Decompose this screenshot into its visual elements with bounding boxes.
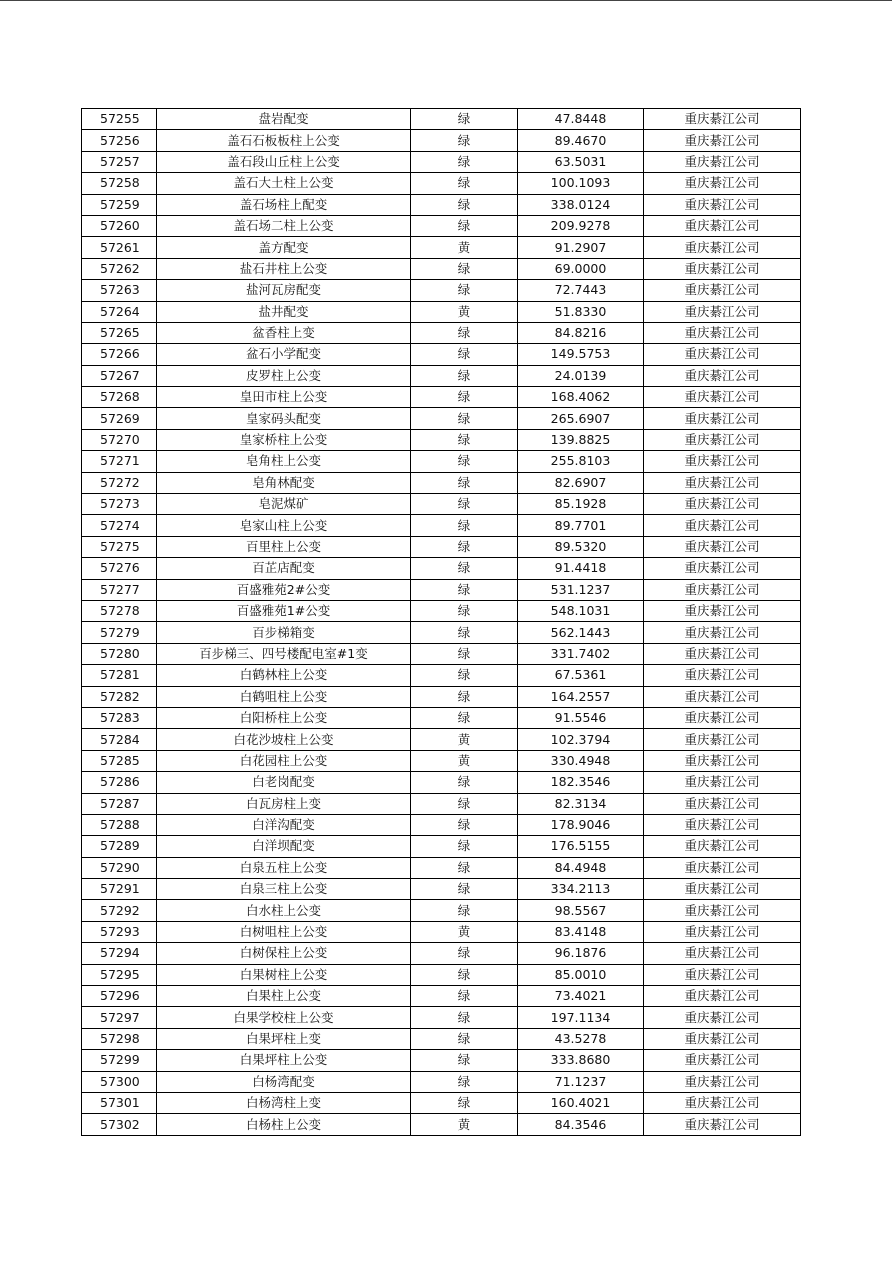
cell-name: 百盛雅苑1#公变 (157, 600, 411, 621)
cell-name: 白洋坝配变 (157, 836, 411, 857)
cell-id: 57266 (82, 344, 157, 365)
cell-value: 91.4418 (518, 558, 644, 579)
table-row (82, 879, 801, 900)
cell-name: 皂角林配变 (157, 472, 411, 493)
cell-id: 57255 (82, 109, 157, 130)
cell-company: 重庆綦江公司 (644, 109, 801, 130)
cell-company: 重庆綦江公司 (644, 686, 801, 707)
cell-value: 168.4062 (518, 387, 644, 408)
table-row (82, 793, 801, 814)
cell-company: 重庆綦江公司 (644, 900, 801, 921)
cell-name: 百盛雅苑2#公变 (157, 579, 411, 600)
table-row (82, 1092, 801, 1113)
cell-id: 57260 (82, 215, 157, 236)
cell-status: 绿 (411, 515, 518, 536)
cell-name: 皂家山柱上公变 (157, 515, 411, 536)
cell-name: 白果坪柱上变 (157, 1028, 411, 1049)
cell-company: 重庆綦江公司 (644, 344, 801, 365)
table-row (82, 1114, 801, 1135)
cell-value: 89.5320 (518, 536, 644, 557)
cell-value: 84.3546 (518, 1114, 644, 1135)
table-row (82, 130, 801, 151)
cell-status: 绿 (411, 943, 518, 964)
cell-status: 绿 (411, 558, 518, 579)
table-row (82, 1050, 801, 1071)
cell-name: 皇家桥柱上公变 (157, 429, 411, 450)
cell-id: 57299 (82, 1050, 157, 1071)
table-row (82, 1007, 801, 1028)
cell-name: 白老岗配变 (157, 772, 411, 793)
cell-id: 57281 (82, 665, 157, 686)
cell-company: 重庆綦江公司 (644, 729, 801, 750)
table-row (82, 258, 801, 279)
cell-value: 89.7701 (518, 515, 644, 536)
cell-status: 绿 (411, 194, 518, 215)
cell-name: 皇田市柱上公变 (157, 387, 411, 408)
cell-id: 57267 (82, 365, 157, 386)
cell-company: 重庆綦江公司 (644, 494, 801, 515)
cell-value: 330.4948 (518, 750, 644, 771)
cell-name: 白杨柱上公变 (157, 1114, 411, 1135)
table-row (82, 429, 801, 450)
cell-company: 重庆綦江公司 (644, 1050, 801, 1071)
table-row (82, 943, 801, 964)
cell-name: 白果坪柱上公变 (157, 1050, 411, 1071)
table-row (82, 408, 801, 429)
cell-value: 182.3546 (518, 772, 644, 793)
cell-name: 白鹤咀柱上公变 (157, 686, 411, 707)
cell-company: 重庆綦江公司 (644, 793, 801, 814)
cell-value: 255.8103 (518, 451, 644, 472)
cell-status: 绿 (411, 536, 518, 557)
cell-id: 57282 (82, 686, 157, 707)
cell-id: 57301 (82, 1092, 157, 1113)
cell-company: 重庆綦江公司 (644, 1071, 801, 1092)
table-row (82, 964, 801, 985)
cell-value: 100.1093 (518, 173, 644, 194)
cell-id: 57298 (82, 1028, 157, 1049)
cell-status: 绿 (411, 280, 518, 301)
cell-company: 重庆綦江公司 (644, 986, 801, 1007)
cell-status: 绿 (411, 1071, 518, 1092)
table-row (82, 1028, 801, 1049)
cell-company: 重庆綦江公司 (644, 943, 801, 964)
cell-name: 白水柱上公变 (157, 900, 411, 921)
cell-id: 57279 (82, 622, 157, 643)
cell-company: 重庆綦江公司 (644, 643, 801, 664)
cell-name: 白瓦房柱上变 (157, 793, 411, 814)
table-row (82, 109, 801, 130)
table-row (82, 729, 801, 750)
cell-status: 绿 (411, 643, 518, 664)
cell-status: 绿 (411, 707, 518, 728)
table-row (82, 686, 801, 707)
cell-name: 盐井配变 (157, 301, 411, 322)
cell-company: 重庆綦江公司 (644, 1114, 801, 1135)
cell-name: 盖方配变 (157, 237, 411, 258)
cell-status: 绿 (411, 836, 518, 857)
cell-status: 绿 (411, 814, 518, 835)
cell-name: 白泉五柱上公变 (157, 857, 411, 878)
cell-value: 82.3134 (518, 793, 644, 814)
cell-id: 57271 (82, 451, 157, 472)
cell-name: 白阳桥柱上公变 (157, 707, 411, 728)
table-row (82, 622, 801, 643)
cell-status: 绿 (411, 408, 518, 429)
cell-company: 重庆綦江公司 (644, 322, 801, 343)
cell-company: 重庆綦江公司 (644, 622, 801, 643)
cell-id: 57286 (82, 772, 157, 793)
table-row (82, 921, 801, 942)
cell-value: 47.8448 (518, 109, 644, 130)
cell-value: 69.0000 (518, 258, 644, 279)
cell-value: 98.5567 (518, 900, 644, 921)
cell-status: 绿 (411, 109, 518, 130)
cell-id: 57265 (82, 322, 157, 343)
cell-status: 绿 (411, 964, 518, 985)
cell-company: 重庆綦江公司 (644, 857, 801, 878)
cell-company: 重庆綦江公司 (644, 237, 801, 258)
cell-value: 91.5546 (518, 707, 644, 728)
cell-id: 57263 (82, 280, 157, 301)
cell-value: 84.4948 (518, 857, 644, 878)
cell-id: 57280 (82, 643, 157, 664)
cell-value: 333.8680 (518, 1050, 644, 1071)
table-row (82, 194, 801, 215)
cell-value: 89.4670 (518, 130, 644, 151)
cell-name: 白树保柱上公变 (157, 943, 411, 964)
cell-company: 重庆綦江公司 (644, 365, 801, 386)
cell-company: 重庆綦江公司 (644, 194, 801, 215)
cell-id: 57277 (82, 579, 157, 600)
cell-value: 160.4021 (518, 1092, 644, 1113)
cell-name: 盖石段山丘柱上公变 (157, 151, 411, 172)
cell-value: 209.9278 (518, 215, 644, 236)
cell-name: 盘岩配变 (157, 109, 411, 130)
cell-status: 绿 (411, 579, 518, 600)
cell-name: 白杨湾柱上变 (157, 1092, 411, 1113)
cell-value: 531.1237 (518, 579, 644, 600)
cell-id: 57261 (82, 237, 157, 258)
cell-status: 绿 (411, 1050, 518, 1071)
cell-name: 皂角柱上公变 (157, 451, 411, 472)
cell-value: 331.7402 (518, 643, 644, 664)
transformer-table (81, 108, 801, 1136)
cell-id: 57273 (82, 494, 157, 515)
cell-company: 重庆綦江公司 (644, 280, 801, 301)
cell-value: 338.0124 (518, 194, 644, 215)
cell-id: 57268 (82, 387, 157, 408)
table-row (82, 986, 801, 1007)
cell-name: 盖石场二柱上公变 (157, 215, 411, 236)
cell-value: 149.5753 (518, 344, 644, 365)
cell-status: 绿 (411, 622, 518, 643)
cell-value: 176.5155 (518, 836, 644, 857)
cell-name: 白洋沟配变 (157, 814, 411, 835)
cell-status: 黄 (411, 729, 518, 750)
table-row (82, 900, 801, 921)
cell-status: 黄 (411, 301, 518, 322)
cell-name: 盆香柱上变 (157, 322, 411, 343)
cell-value: 72.7443 (518, 280, 644, 301)
table-row (82, 579, 801, 600)
cell-status: 绿 (411, 173, 518, 194)
cell-company: 重庆綦江公司 (644, 451, 801, 472)
cell-company: 重庆綦江公司 (644, 558, 801, 579)
cell-status: 绿 (411, 258, 518, 279)
cell-id: 57258 (82, 173, 157, 194)
cell-id: 57256 (82, 130, 157, 151)
cell-id: 57292 (82, 900, 157, 921)
cell-company: 重庆綦江公司 (644, 515, 801, 536)
cell-name: 皇家码头配变 (157, 408, 411, 429)
table-row (82, 836, 801, 857)
cell-company: 重庆綦江公司 (644, 772, 801, 793)
table-row (82, 365, 801, 386)
cell-name: 盐石井柱上公变 (157, 258, 411, 279)
cell-value: 164.2557 (518, 686, 644, 707)
cell-name: 百步梯三、四号楼配电室#1变 (157, 643, 411, 664)
cell-value: 265.6907 (518, 408, 644, 429)
cell-name: 百芷店配变 (157, 558, 411, 579)
cell-status: 绿 (411, 986, 518, 1007)
cell-id: 57287 (82, 793, 157, 814)
table-row (82, 536, 801, 557)
cell-company: 重庆綦江公司 (644, 1092, 801, 1113)
cell-value: 67.5361 (518, 665, 644, 686)
cell-status: 绿 (411, 793, 518, 814)
cell-company: 重庆綦江公司 (644, 472, 801, 493)
cell-id: 57264 (82, 301, 157, 322)
table-body (82, 109, 801, 1136)
cell-status: 绿 (411, 387, 518, 408)
cell-name: 白树咀柱上公变 (157, 921, 411, 942)
cell-status: 绿 (411, 600, 518, 621)
cell-name: 皂泥煤矿 (157, 494, 411, 515)
cell-company: 重庆綦江公司 (644, 964, 801, 985)
cell-id: 57259 (82, 194, 157, 215)
cell-status: 绿 (411, 879, 518, 900)
table-row (82, 344, 801, 365)
cell-company: 重庆綦江公司 (644, 301, 801, 322)
table-row (82, 558, 801, 579)
cell-value: 71.1237 (518, 1071, 644, 1092)
table-row (82, 857, 801, 878)
cell-value: 85.0010 (518, 964, 644, 985)
cell-id: 57283 (82, 707, 157, 728)
cell-status: 绿 (411, 1007, 518, 1028)
cell-status: 绿 (411, 322, 518, 343)
cell-id: 57257 (82, 151, 157, 172)
cell-company: 重庆綦江公司 (644, 879, 801, 900)
cell-value: 82.6907 (518, 472, 644, 493)
table-row (82, 494, 801, 515)
table-row (82, 280, 801, 301)
cell-id: 57293 (82, 921, 157, 942)
cell-status: 绿 (411, 665, 518, 686)
cell-company: 重庆綦江公司 (644, 151, 801, 172)
cell-name: 皮罗柱上公变 (157, 365, 411, 386)
cell-company: 重庆綦江公司 (644, 836, 801, 857)
table-row (82, 600, 801, 621)
cell-id: 57285 (82, 750, 157, 771)
cell-status: 绿 (411, 472, 518, 493)
cell-id: 57284 (82, 729, 157, 750)
cell-name: 百步梯箱变 (157, 622, 411, 643)
cell-company: 重庆綦江公司 (644, 814, 801, 835)
cell-name: 白鹤林柱上公变 (157, 665, 411, 686)
cell-id: 57297 (82, 1007, 157, 1028)
cell-value: 51.8330 (518, 301, 644, 322)
cell-id: 57294 (82, 943, 157, 964)
cell-status: 绿 (411, 686, 518, 707)
cell-id: 57290 (82, 857, 157, 878)
cell-company: 重庆綦江公司 (644, 536, 801, 557)
table-row (82, 173, 801, 194)
cell-company: 重庆綦江公司 (644, 173, 801, 194)
cell-value: 562.1443 (518, 622, 644, 643)
table-row (82, 772, 801, 793)
cell-name: 百里柱上公变 (157, 536, 411, 557)
cell-value: 178.9046 (518, 814, 644, 835)
table-row (82, 322, 801, 343)
cell-id: 57262 (82, 258, 157, 279)
cell-status: 黄 (411, 237, 518, 258)
cell-value: 548.1031 (518, 600, 644, 621)
cell-company: 重庆綦江公司 (644, 1007, 801, 1028)
cell-name: 白花沙坡柱上公变 (157, 729, 411, 750)
cell-company: 重庆綦江公司 (644, 429, 801, 450)
cell-status: 绿 (411, 344, 518, 365)
page-top-border (0, 0, 892, 1)
cell-status: 黄 (411, 750, 518, 771)
cell-name: 盖石石板板柱上公变 (157, 130, 411, 151)
cell-company: 重庆綦江公司 (644, 579, 801, 600)
cell-status: 黄 (411, 921, 518, 942)
cell-name: 盐河瓦房配变 (157, 280, 411, 301)
cell-value: 197.1134 (518, 1007, 644, 1028)
cell-name: 白果学校柱上公变 (157, 1007, 411, 1028)
cell-company: 重庆綦江公司 (644, 130, 801, 151)
table-row (82, 665, 801, 686)
cell-company: 重庆綦江公司 (644, 707, 801, 728)
cell-company: 重庆綦江公司 (644, 215, 801, 236)
table-row (82, 750, 801, 771)
cell-name: 白花园柱上公变 (157, 750, 411, 771)
cell-company: 重庆綦江公司 (644, 665, 801, 686)
cell-value: 91.2907 (518, 237, 644, 258)
cell-status: 绿 (411, 151, 518, 172)
table-row (82, 472, 801, 493)
cell-status: 绿 (411, 1092, 518, 1113)
cell-status: 绿 (411, 494, 518, 515)
cell-status: 绿 (411, 900, 518, 921)
cell-id: 57302 (82, 1114, 157, 1135)
cell-company: 重庆綦江公司 (644, 921, 801, 942)
cell-status: 绿 (411, 429, 518, 450)
cell-name: 白杨湾配变 (157, 1071, 411, 1092)
cell-name: 盖石场柱上配变 (157, 194, 411, 215)
cell-id: 57296 (82, 986, 157, 1007)
cell-company: 重庆綦江公司 (644, 750, 801, 771)
cell-company: 重庆綦江公司 (644, 258, 801, 279)
table-row (82, 301, 801, 322)
cell-name: 白果柱上公变 (157, 986, 411, 1007)
cell-status: 绿 (411, 215, 518, 236)
table-row (82, 451, 801, 472)
cell-value: 84.8216 (518, 322, 644, 343)
cell-id: 57295 (82, 964, 157, 985)
cell-company: 重庆綦江公司 (644, 387, 801, 408)
table-row (82, 215, 801, 236)
cell-id: 57274 (82, 515, 157, 536)
cell-company: 重庆綦江公司 (644, 408, 801, 429)
cell-status: 绿 (411, 451, 518, 472)
cell-id: 57272 (82, 472, 157, 493)
cell-status: 绿 (411, 857, 518, 878)
cell-value: 139.8825 (518, 429, 644, 450)
cell-value: 102.3794 (518, 729, 644, 750)
cell-status: 绿 (411, 130, 518, 151)
cell-id: 57288 (82, 814, 157, 835)
cell-id: 57300 (82, 1071, 157, 1092)
cell-status: 绿 (411, 772, 518, 793)
cell-id: 57289 (82, 836, 157, 857)
cell-status: 黄 (411, 1114, 518, 1135)
cell-company: 重庆綦江公司 (644, 600, 801, 621)
table-row (82, 707, 801, 728)
table-row (82, 237, 801, 258)
cell-value: 43.5278 (518, 1028, 644, 1049)
cell-value: 24.0139 (518, 365, 644, 386)
cell-status: 绿 (411, 1028, 518, 1049)
table-row (82, 643, 801, 664)
cell-id: 57270 (82, 429, 157, 450)
table-row (82, 151, 801, 172)
cell-value: 73.4021 (518, 986, 644, 1007)
cell-name: 盆石小学配变 (157, 344, 411, 365)
cell-id: 57278 (82, 600, 157, 621)
cell-value: 63.5031 (518, 151, 644, 172)
cell-company: 重庆綦江公司 (644, 1028, 801, 1049)
cell-name: 白泉三柱上公变 (157, 879, 411, 900)
table-row (82, 814, 801, 835)
cell-id: 57275 (82, 536, 157, 557)
cell-id: 57269 (82, 408, 157, 429)
table-row (82, 515, 801, 536)
cell-value: 83.4148 (518, 921, 644, 942)
cell-name: 白果树柱上公变 (157, 964, 411, 985)
cell-value: 85.1928 (518, 494, 644, 515)
cell-id: 57276 (82, 558, 157, 579)
cell-value: 96.1876 (518, 943, 644, 964)
cell-name: 盖石大土柱上公变 (157, 173, 411, 194)
cell-status: 绿 (411, 365, 518, 386)
table-row (82, 1071, 801, 1092)
cell-id: 57291 (82, 879, 157, 900)
table-row (82, 387, 801, 408)
cell-value: 334.2113 (518, 879, 644, 900)
